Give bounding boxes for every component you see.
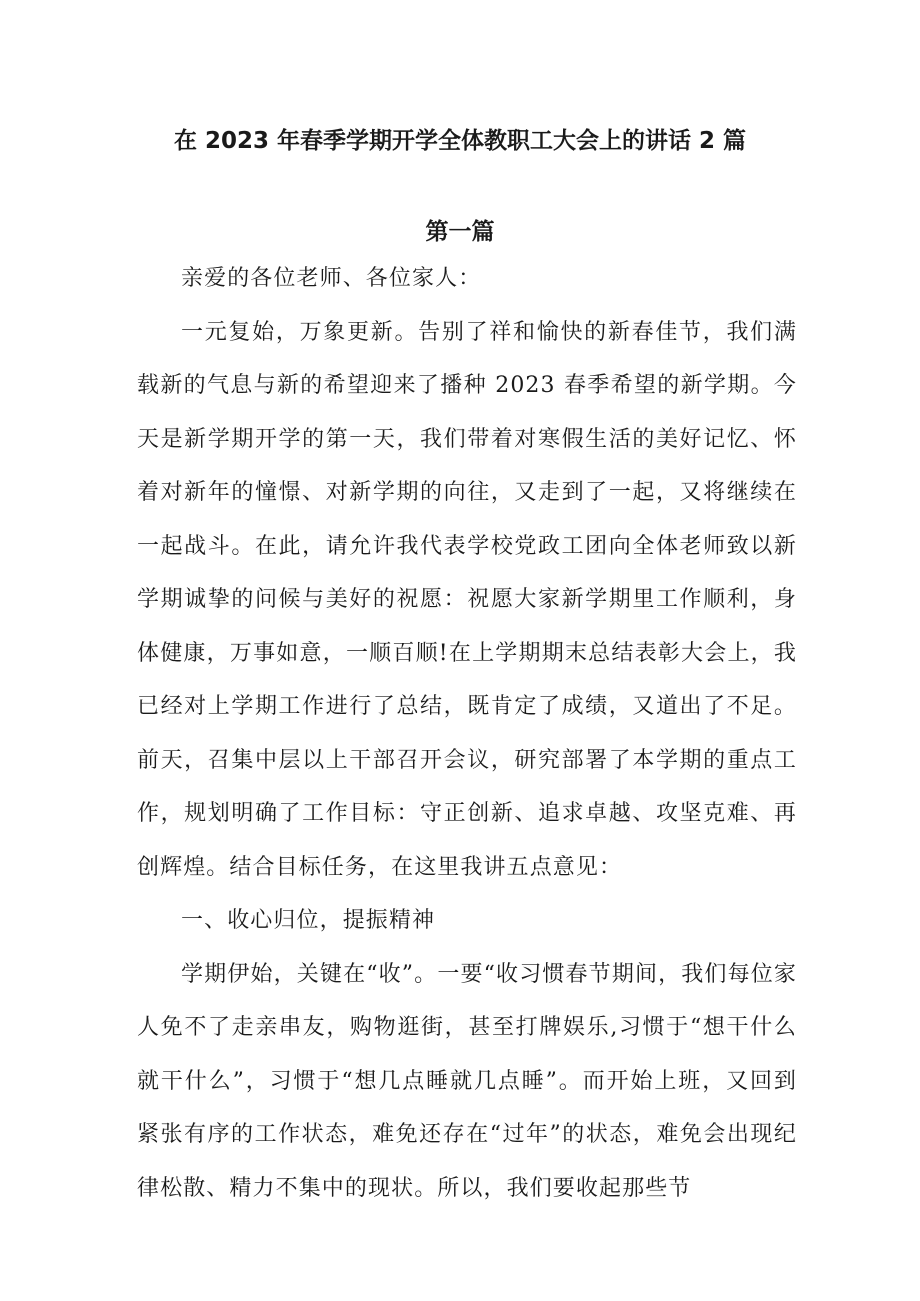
salutation-paragraph: 亲爱的各位老师、各位家人： [181,266,482,291]
document-body [137,252,797,1215]
body-paragraph: 一元复始，万象更新。告别了祥和愉快的新春佳节，我们满载新的气息与新的希望迎来了播种 2023 春季希望的新学期。今天是新学期开学的第一天，我们带着对寒假生活的美好记忆、怀着对新年的憧憬、对新学期的向往，又走到了一起，又将继续在一起战斗。在此，请允许我代表学校党政工团向全体老师致以新学期诚挚的问候与美好的祝愿：祝愿大家新学期里工作顺利，身体健康，万事如意，一顺百顺!在上学期期末总结表彰大会上，我已经对上学期工作进行了总结，既肯定了成绩，又道出了不足。前天，召集中层以上干部召开会议，研究部署了本学期的重点工作，规划明确了工作目标：守正创新、追求卓越、攻坚克难、再创辉煌。结合目标任务，在这里我讲五点意见： [137,319,797,880]
section-title: 第一篇 [425,219,495,245]
subheading-paragraph: 一、收心归位，提振精神 [181,908,436,933]
document-title: 在 2023 年春季学期开学全体教职工大会上的讲话 2 篇 [173,128,747,154]
body-paragraph: 学期伊始，关键在“收”。一要“收习惯春节期间，我们每位家人免不了走亲串友，购物逛街，甚至打牌娱乐,习惯于“想干什么就干什么”，习惯于“想几点睡就几点睡”。而开始上班，又回到紧张有序的工作状态，难免还存在“过年”的状态，难免会出现纪律松散、精力不集中的现状。所以，我们要收起那些节 [137,961,797,1201]
